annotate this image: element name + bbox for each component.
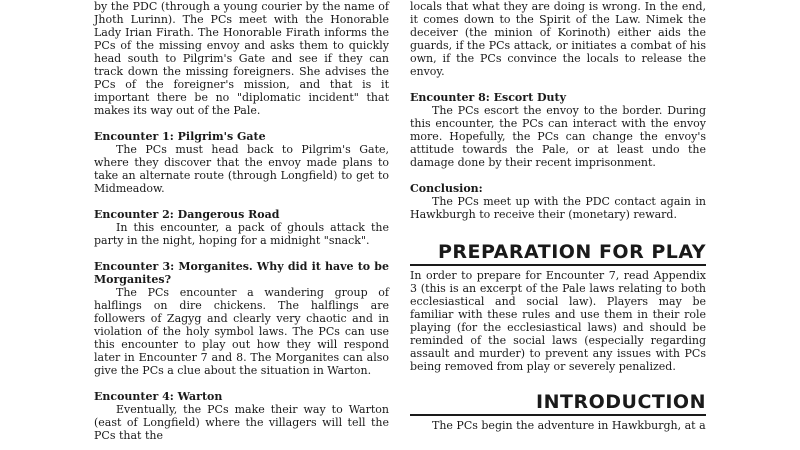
introduction-heading: INTRODUCTION [410,391,706,416]
encounter-8-paragraph: The PCs escort the envoy to the border. During this encounter, the PCs can interact with the envoy more. Hopefully, the PCs can change the envoy's attitude towards the Pale, or at least undo the damage done by their recent imprisonment. [410,104,706,169]
encounter-8-title: Encounter 8: Escort Duty [410,91,566,104]
encounter-2-title: Encounter 2: Dangerous Road [94,208,280,221]
conclusion-title: Conclusion: [410,182,483,195]
encounter-3-paragraph: The PCs encounter a wandering group of halflings on dire chickens. The halflings are followers of Zagyg and clearly very chaotic and in violation of the holy symbol laws. The PCs can use this encounter to play out how they will respond later in Encounter 7 and 8. The Morganites can also give the PCs a clue about the situation in Warton. [94,286,389,377]
right-column [410,0,706,432]
encounter-1-title: Encounter 1: Pilgrim's Gate [94,130,266,143]
preparation-paragraph: In order to prepare for Encounter 7, read Appendix 3 (this is an excerpt of the Pale laws relating to both ecclesiastical and social law). Players may be familiar with these rules and use them in their role playing (for the ecclesiastical laws) and should be reminded of the social laws (especially regarding assault and murder) to prevent any issues with PCs being removed from play or severely penalized. [410,269,706,373]
encounter-4-paragraph: Eventually, the PCs make their way to Warton (east of Longfield) where the villagers will tell the PCs that the [94,403,389,442]
conclusion-paragraph: The PCs meet up with the PDC contact again in Hawkburgh to receive their (monetary) reward. [410,195,706,221]
preparation-heading: PREPARATION FOR PLAY [410,241,706,266]
introduction-paragraph: The PCs begin the adventure in Hawkburgh, at a [432,419,706,432]
encounter-2-paragraph: In this encounter, a pack of ghouls attack the party in the night, hoping for a midnight "snack". [94,221,389,247]
left-column [94,0,389,442]
encounter-3-title: Encounter 3: Morganites. Why did it have to be Morganites? [94,260,389,286]
encounter-4-title: Encounter 4: Warton [94,390,223,403]
intro-paragraph: by the PDC (through a young courier by the name of Jhoth Lurinn). The PCs meet with the Honorable Lady Irian Firath. The Honorable Firath informs the PCs of the missing envoy and asks them to quickly head south to Pilgrim's Gate and see if they can track down the missing foreigners. She advises the PCs of the foreigner's mission, and that is it important there be no "diplomatic incident" that makes its way out of the Pale. [94,0,389,117]
encounter-1-paragraph: The PCs must head back to Pilgrim's Gate, where they discover that the envoy made plans to take an alternate route (through Longfield) to get to Midmeadow. [94,143,389,195]
continued-paragraph: locals that what they are doing is wrong. In the end, it comes down to the Spirit of the Law. Nimek the deceiver (the minion of Korinoth) either aids the guards, if the PCs attack, or initiates a combat of his own, if the PCs convince the locals to release the envoy. [410,0,706,78]
